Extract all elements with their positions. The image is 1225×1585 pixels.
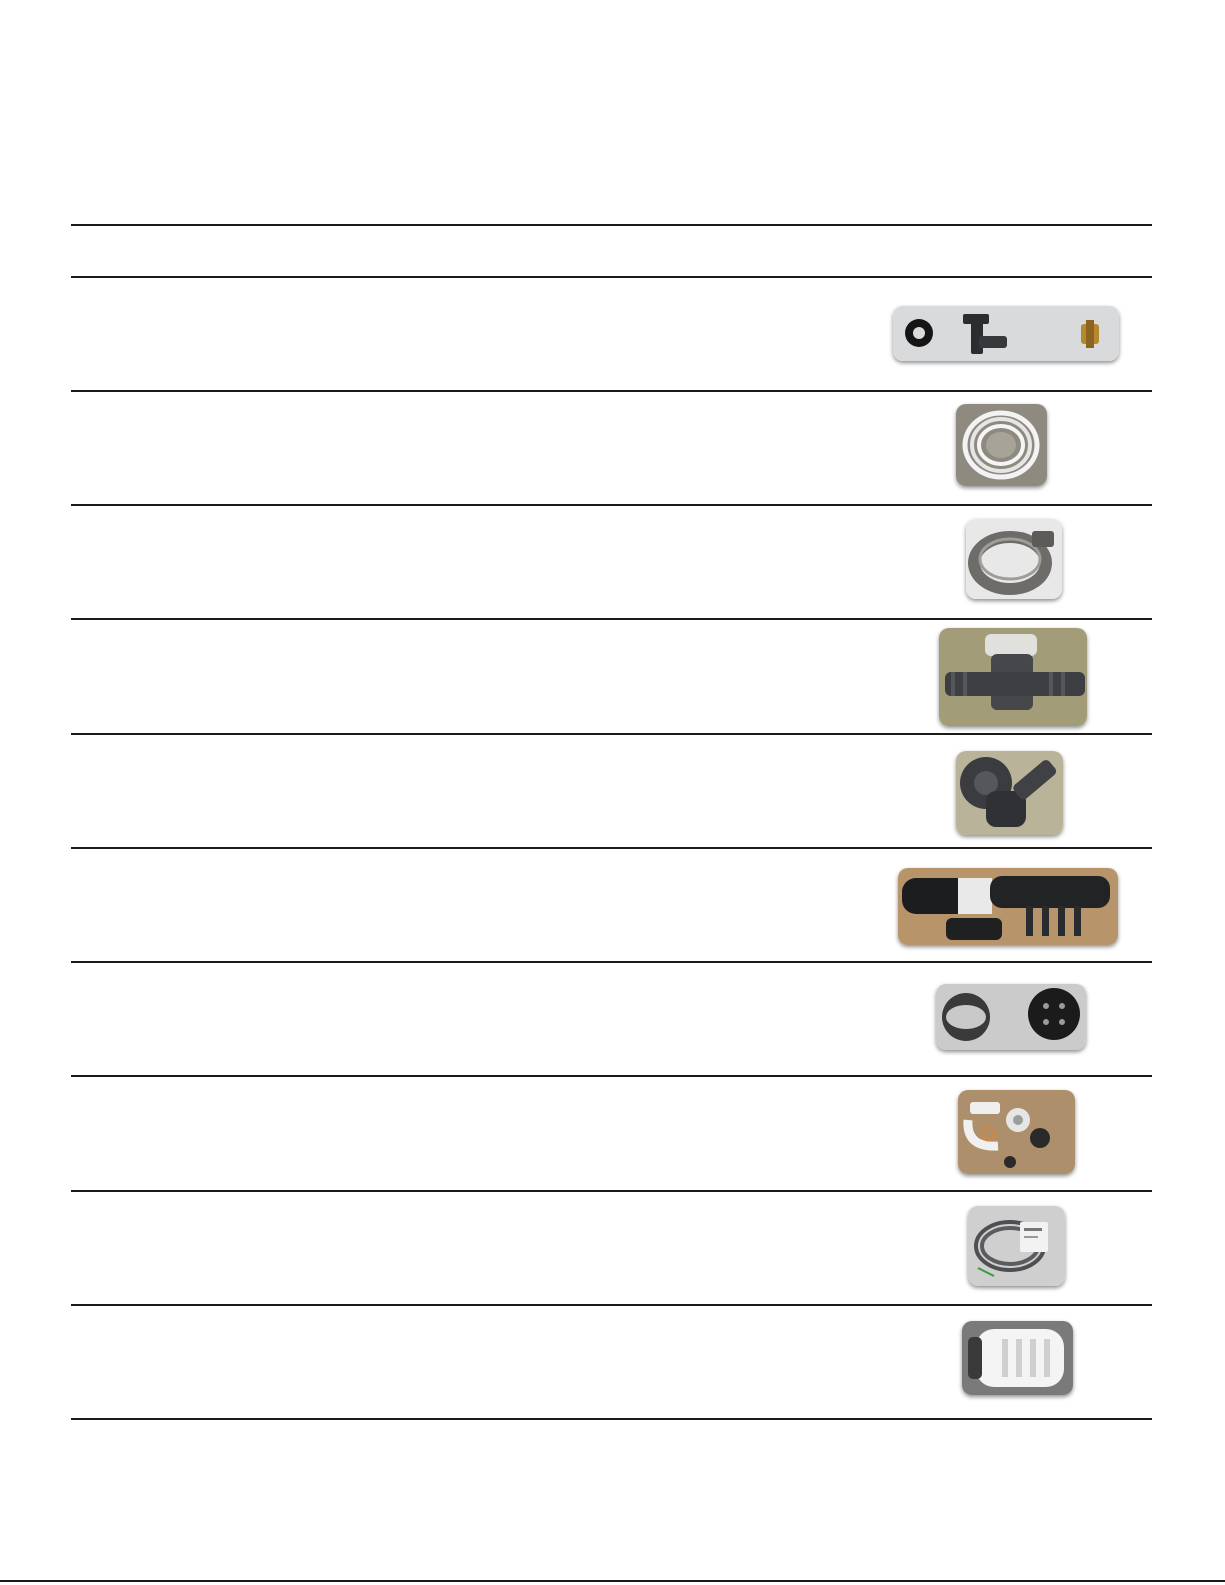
hose-clamp-photo (966, 519, 1062, 599)
row-divider (71, 504, 1152, 506)
page-bottom-rule (0, 1580, 1225, 1582)
manifold-pump-photo (898, 868, 1118, 945)
table-bottom-rule (71, 1418, 1152, 1420)
row-divider (71, 1075, 1152, 1077)
bulkhead-fittings-photo (936, 984, 1086, 1050)
row-divider (71, 961, 1152, 963)
elbow-fitting-photo (956, 751, 1063, 835)
tubing-coil-photo (956, 404, 1047, 486)
row-divider (71, 847, 1152, 849)
row-divider (71, 733, 1152, 735)
row-divider (71, 390, 1152, 392)
power-cord-photo (968, 1206, 1065, 1286)
fitting-kit-photo (893, 306, 1119, 361)
accessory-kit-photo (958, 1090, 1075, 1174)
strainer-basket-photo (962, 1321, 1073, 1395)
header-divider-rule (71, 276, 1152, 278)
row-divider (71, 1304, 1152, 1306)
tee-fitting-photo (939, 628, 1087, 726)
row-divider (71, 618, 1152, 620)
table-top-rule (71, 224, 1152, 226)
row-divider (71, 1190, 1152, 1192)
